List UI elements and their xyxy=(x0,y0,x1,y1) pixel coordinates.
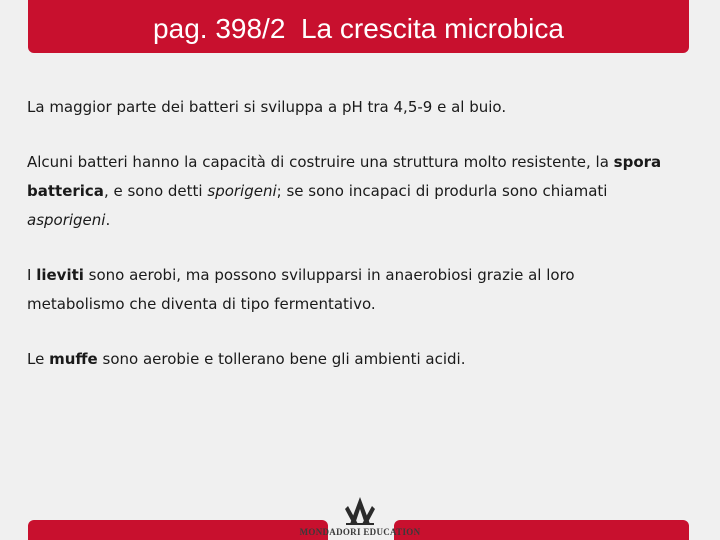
logo-text: MONDADORI EDUCATION xyxy=(299,527,421,537)
publisher-logo xyxy=(290,496,430,540)
paragraph-spore xyxy=(27,148,667,235)
footer-bar-left xyxy=(28,520,328,540)
slide-title: pag. 398/2 La crescita microbica xyxy=(153,13,564,44)
paragraph-ph xyxy=(27,93,667,122)
mondadori-rose-icon xyxy=(340,496,380,526)
paragraph-lieviti-text-1: I xyxy=(27,266,37,284)
title-bar xyxy=(28,0,689,53)
paragraph-spore-text-4: . xyxy=(105,211,111,229)
term-sporigeni: sporigeni xyxy=(207,182,277,200)
paragraph-spore-text-3: ; se sono incapaci di produrla sono chiamati xyxy=(276,182,608,200)
paragraph-muffe xyxy=(27,345,667,374)
paragraph-ph-text: La maggior parte dei batteri si sviluppa a pH tra 4,5-9 e al buio. xyxy=(27,98,507,116)
term-spora-batterica: spora batterica xyxy=(27,153,662,200)
footer-bar-right xyxy=(394,520,689,540)
paragraph-muffe-text-1: Le xyxy=(27,350,50,368)
paragraph-spore-text-2: , e sono detti xyxy=(103,182,208,200)
term-muffe: muffe xyxy=(49,350,98,368)
paragraph-lieviti xyxy=(27,261,667,319)
term-asporigeni: asporigeni xyxy=(27,211,106,229)
paragraph-muffe-text-2: sono aerobie e tollerano bene gli ambienti acidi. xyxy=(97,350,466,368)
term-lieviti: lieviti xyxy=(36,266,84,284)
slide-content xyxy=(27,93,667,374)
paragraph-spore-text-1: Alcuni batteri hanno la capacità di costruire una struttura molto resistente, la xyxy=(27,153,614,171)
paragraph-lieviti-text-2: sono aerobi, ma possono svilupparsi in anaerobiosi grazie al loro metabolismo che diventa di tipo fermentativo. xyxy=(27,266,575,313)
